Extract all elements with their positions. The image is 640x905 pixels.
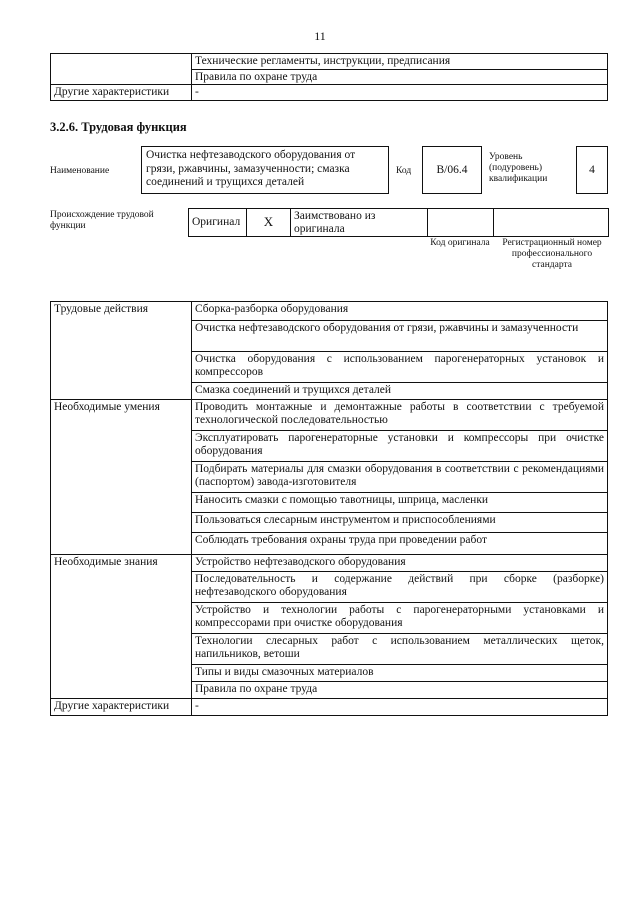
other-characteristics-value: - (192, 699, 608, 716)
table-row (51, 85, 608, 101)
origin-table (188, 208, 609, 237)
other-characteristics-value: - (192, 85, 608, 101)
table-row (51, 699, 608, 716)
section-title: 3.2.6. Трудовая функция (50, 120, 187, 134)
table-cell: Последовательность и содержание действий при сборке (разборке) нефтезаводского оборудования (192, 572, 608, 603)
other-characteristics-label: Другие характеристики (51, 85, 192, 101)
table-row (51, 555, 608, 572)
table-cell: Подбирать материалы для смазки оборудования в соответствии с рекомендациями (паспортом) завода-изготовителя (192, 462, 608, 493)
code-original-cell (428, 209, 494, 237)
table-cell: Устройство нефтезаводского оборудования (192, 555, 608, 572)
table-row (51, 302, 608, 321)
other-characteristics-label: Другие характеристики (51, 699, 192, 716)
reg-number-cell (494, 209, 609, 237)
table-cell: Правила по охране труда (192, 69, 608, 85)
name-label: Наименование (50, 166, 110, 176)
reg-number-caption: Регистрационный номер профессионального стандарта (502, 238, 602, 270)
table-cell: Пользоваться слесарным инструментом и приспособлениями (192, 513, 608, 533)
table-cell: Наносить смазки с помощью тавотницы, шприца, масленки (192, 493, 608, 513)
table-row (51, 54, 608, 70)
code-label: Код (396, 166, 412, 176)
group-label-skills: Необходимые умения (51, 400, 192, 555)
table-row (51, 400, 608, 431)
table-cell: Типы и виды смазочных материалов (192, 665, 608, 682)
level-label: Уровень (подуровень) квалификации (489, 152, 548, 184)
table-cell-empty (51, 54, 192, 85)
name-value-box (141, 146, 389, 194)
table-cell: Очистка нефтезаводского оборудования от грязи, ржавчины и замазученности (192, 321, 608, 352)
group-label-knowledge: Необходимые знания (51, 555, 192, 699)
origin-label: Происхождение трудовой функции (50, 210, 154, 231)
level-value: 4 (576, 146, 608, 194)
main-table (50, 301, 608, 716)
original-label: Оригинал (189, 209, 247, 237)
table-cell: Проводить монтажные и демонтажные работы в соответствии с требуемой технологической последовательностью (192, 400, 608, 431)
top-table (50, 53, 608, 101)
original-mark: X (247, 209, 291, 237)
table-row (189, 209, 609, 237)
code-value: В/06.4 (422, 146, 482, 194)
name-value: Очистка нефтезаводского оборудования от грязи, ржавчины, замазученности; смазка соединений и трущихся деталей (146, 149, 356, 188)
table-cell: Устройство и технологии работы с парогенераторными установками и компрессорами при очистке оборудования (192, 603, 608, 634)
code-original-caption: Код оригинала (430, 238, 490, 248)
group-label-actions: Трудовые действия (51, 302, 192, 400)
table-cell: Сборка-разборка оборудования (192, 302, 608, 321)
table-cell: Правила по охране труда (192, 682, 608, 699)
table-cell: Очистка оборудования с использованием парогенераторных установок и компрессоров (192, 352, 608, 383)
table-cell: Соблюдать требования охраны труда при проведении работ (192, 533, 608, 555)
table-cell: Смазка соединений и трущихся деталей (192, 383, 608, 400)
table-cell: Эксплуатировать парогенераторные установки и компрессоры при очистке оборудования (192, 431, 608, 462)
borrowed-label: Заимствовано из оригинала (291, 209, 428, 237)
table-cell: Технические регламенты, инструкции, предписания (192, 54, 608, 70)
page-number: 11 (314, 29, 326, 43)
table-cell: Технологии слесарных работ с использованием металлических щеток, напильников, ветоши (192, 634, 608, 665)
